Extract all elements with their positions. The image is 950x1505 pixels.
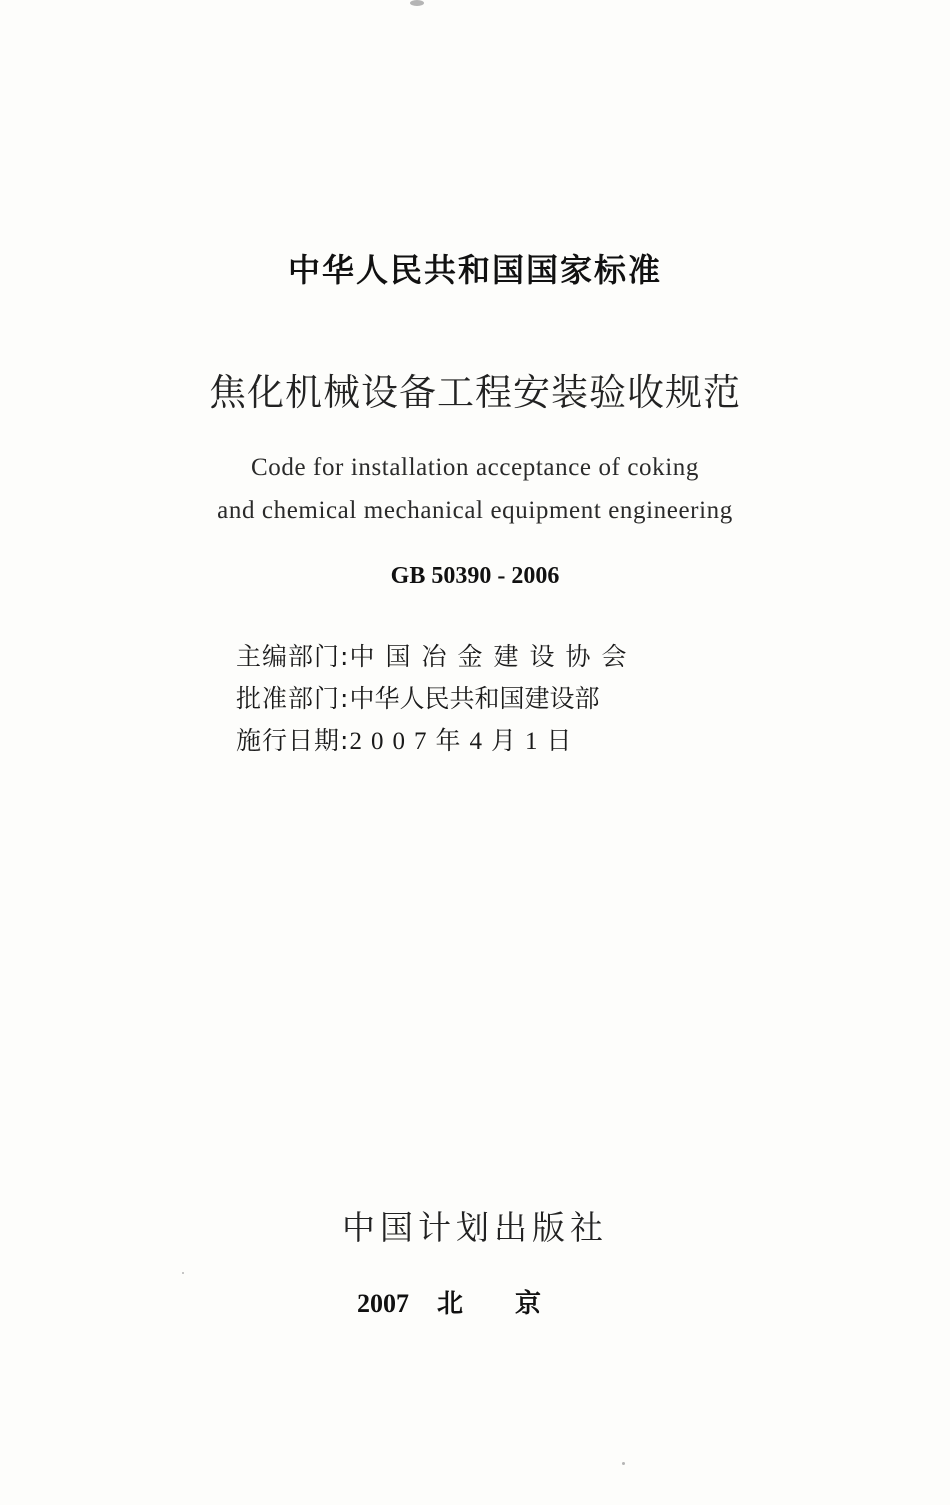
approver-row [236,678,637,720]
english-title-line-2: and chemical mechanical equipment engineering [217,497,733,524]
scan-speck [622,1462,625,1465]
effective-date-label: 施行日期: [236,726,350,755]
scan-speck [410,0,424,6]
english-title-line-1: Code for installation acceptance of coking [251,454,699,481]
scan-speck [182,1272,184,1274]
effective-date-row [236,720,637,763]
approver-value: 中华人民共和国建设部 [349,684,600,713]
editor-value: 中国冶金建设协会 [349,642,638,671]
standard-type-heading: 中华人民共和国国家标准 [287,251,662,289]
publication-line [0,1283,950,1320]
chinese-title: 焦化机械设备工程安装验收规范 [209,371,741,414]
editor-row [236,636,637,678]
publication-year: 2007 [356,1289,409,1318]
publisher-name: 中国计划出版社 [342,1208,608,1247]
publication-city: 北京 [436,1289,593,1319]
editor-label: 主编部门: [236,642,350,671]
approver-label: 批准部门: [236,684,350,713]
effective-date-value: 2007年4月1日 [349,728,581,755]
metadata-block [236,636,637,763]
english-title [0,446,950,532]
standard-code: GB 50390 - 2006 [390,563,560,589]
